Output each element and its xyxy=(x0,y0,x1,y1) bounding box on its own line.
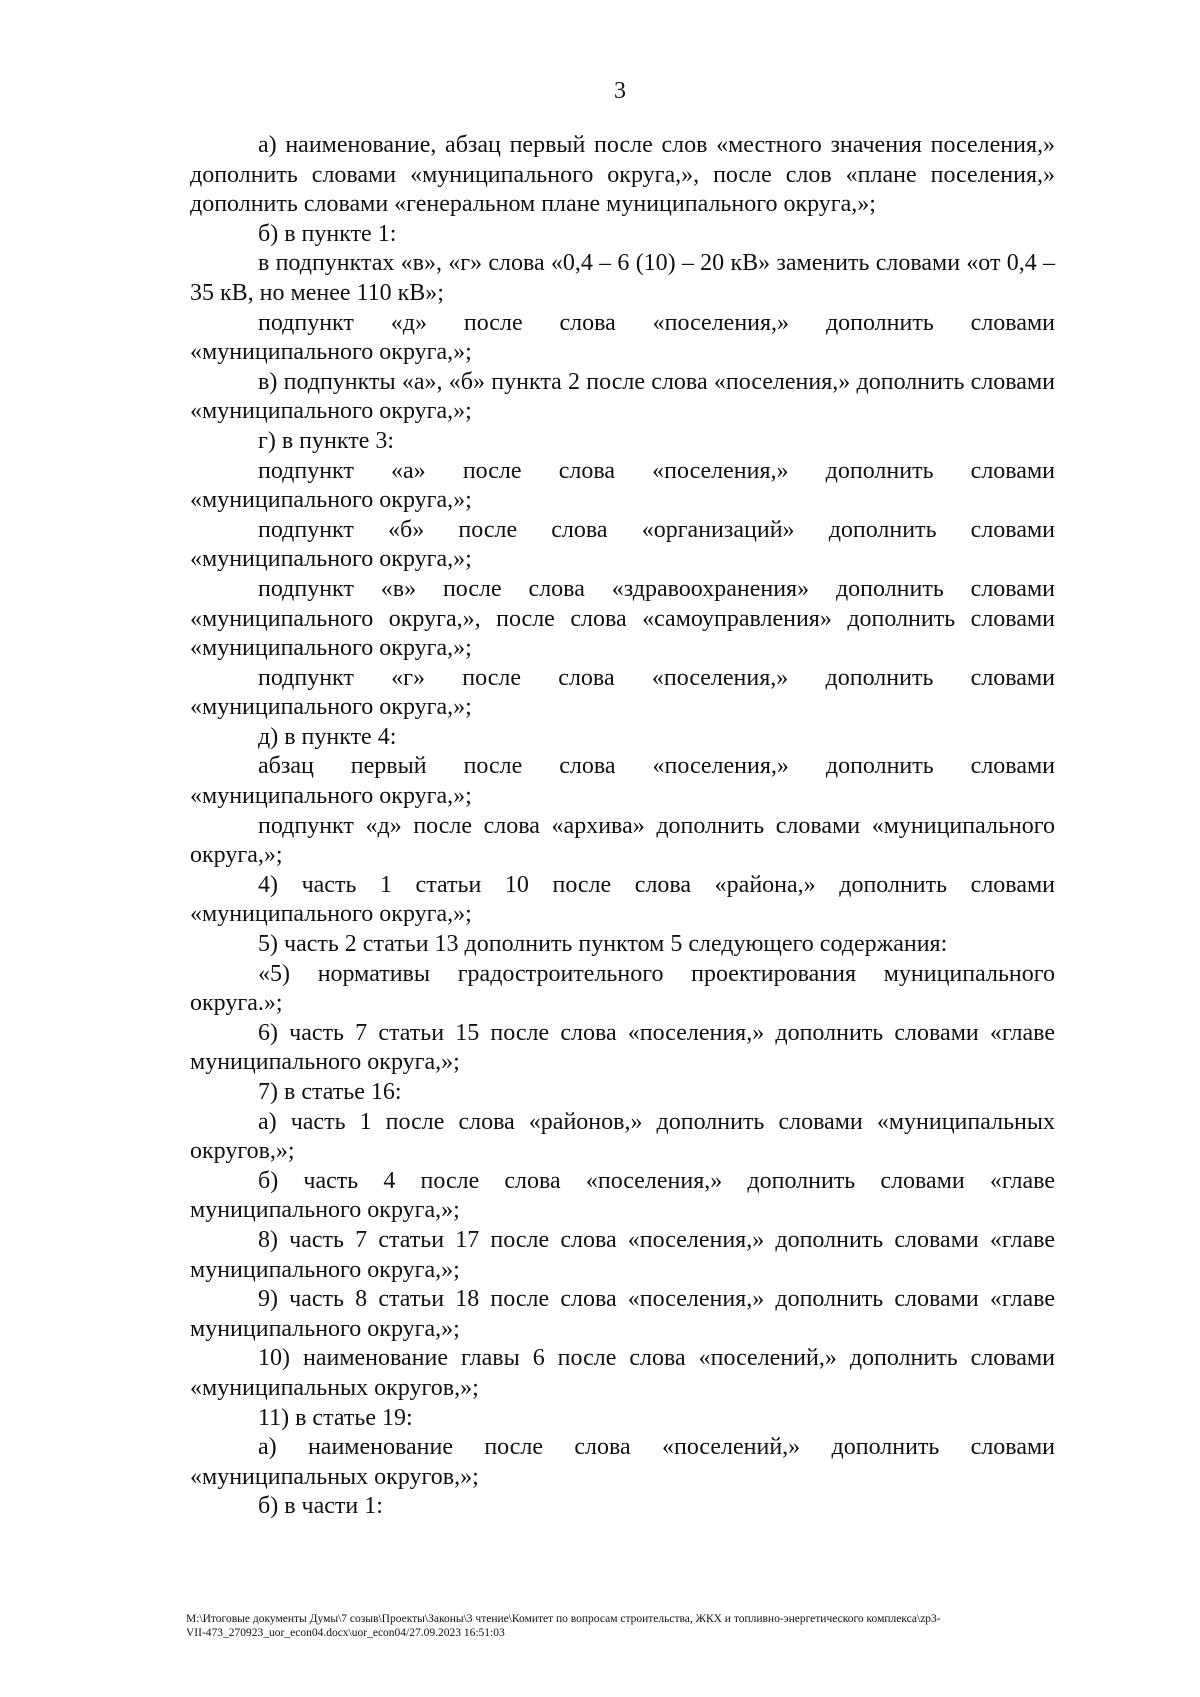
paragraph: 5) часть 2 статьи 13 дополнить пунктом 5 следующего содержания: xyxy=(258,931,948,958)
paragraph: подпункт «в» после слова «здравоохранения» дополнить словами «муниципального округа,», после слова «самоуправления» дополнить словами «муниципального округа,»; xyxy=(190,575,1055,662)
paragraph: 7) в статье 16: xyxy=(258,1079,402,1105)
paragraph: 11) в статье 19: xyxy=(258,1404,413,1431)
file-path-footer xyxy=(186,1612,1066,1640)
paragraph: б) в части 1: xyxy=(258,1493,383,1520)
paragraph: б) в пункте 1: xyxy=(258,220,397,247)
paragraph: 6) часть 7 статьи 15 после слова «поселения,» дополнить словами «главе муниципального округа,»; xyxy=(190,1019,1055,1076)
footer-line: VII-473_270923_uor_econ04.docx\uor_econ04/27.09.2023 16:51:03 xyxy=(186,1627,505,1639)
paragraph: абзац первый после слова «поселения,» дополнить словами «муниципального округа,»; xyxy=(190,753,1055,810)
paragraph: д) в пункте 4: xyxy=(258,723,397,750)
paragraph: а) часть 1 после слова «районов,» дополнить словами «муниципальных округов,»; xyxy=(190,1108,1055,1165)
document-body xyxy=(190,131,1055,1522)
page-number: 3 xyxy=(614,78,626,104)
paragraph: 9) часть 8 статьи 18 после слова «поселения,» дополнить словами «главе муниципального округа,»; xyxy=(190,1286,1055,1342)
paragraph: 8) часть 7 статьи 17 после слова «поселения,» дополнить словами «главе муниципального округа,»; xyxy=(190,1226,1055,1283)
paragraph: 10) наименование главы 6 после слова «поселений,» дополнить словами «муниципальных округов,»; xyxy=(190,1345,1055,1401)
paragraph: подпункт «б» после слова «организаций» дополнить словами «муниципального округа,»; xyxy=(190,516,1055,573)
paragraph: г) в пункте 3: xyxy=(258,427,395,454)
paragraph: «5) нормативы градостроительного проектирования муниципального округа.»; xyxy=(190,960,1055,1017)
paragraph: б) часть 4 после слова «поселения,» дополнить словами «главе муниципального округа,»; xyxy=(190,1167,1055,1224)
paragraph: 4) часть 1 статьи 10 после слова «района,» дополнить словами «муниципального округа,»; xyxy=(190,871,1055,928)
paragraph: а) наименование, абзац первый после слов «местного значения поселения,» дополнить словами «муниципального округа,», после слов «плане поселения,» дополнить словами «генеральном плане муниципального округа,»; xyxy=(190,132,1055,218)
paragraph: в) подпункты «а», «б» пункта 2 после слова «поселения,» дополнить словами «муниципального округа,»; xyxy=(190,368,1055,425)
footer-line: M:\Итоговые документы Думы\7 созыв\Проекты\Законы\3 чтение\Комитет по вопросам строительства, ЖКХ и топливно-энергетического комплекса\zp3- xyxy=(186,1613,941,1625)
paragraph: в подпунктах «в», «г» слова «0,4 – 6 (10) – 20 кВ» заменить словами «от 0,4 – 35 кВ, но менее 110 кВ»; xyxy=(190,250,1055,306)
paragraph: подпункт «д» после слова «архива» дополнить словами «муниципального округа,»; xyxy=(190,812,1055,869)
paragraph: подпункт «г» после слова «поселения,» дополнить словами «муниципального округа,»; xyxy=(190,664,1055,721)
paragraph: а) наименование после слова «поселений,» дополнить словами «муниципальных округов,»; xyxy=(190,1434,1055,1490)
paragraph: подпункт «а» после слова «поселения,» дополнить словами «муниципального округа,»; xyxy=(190,457,1055,514)
paragraph: подпункт «д» после слова «поселения,» дополнить словами «муниципального округа,»; xyxy=(190,309,1055,366)
